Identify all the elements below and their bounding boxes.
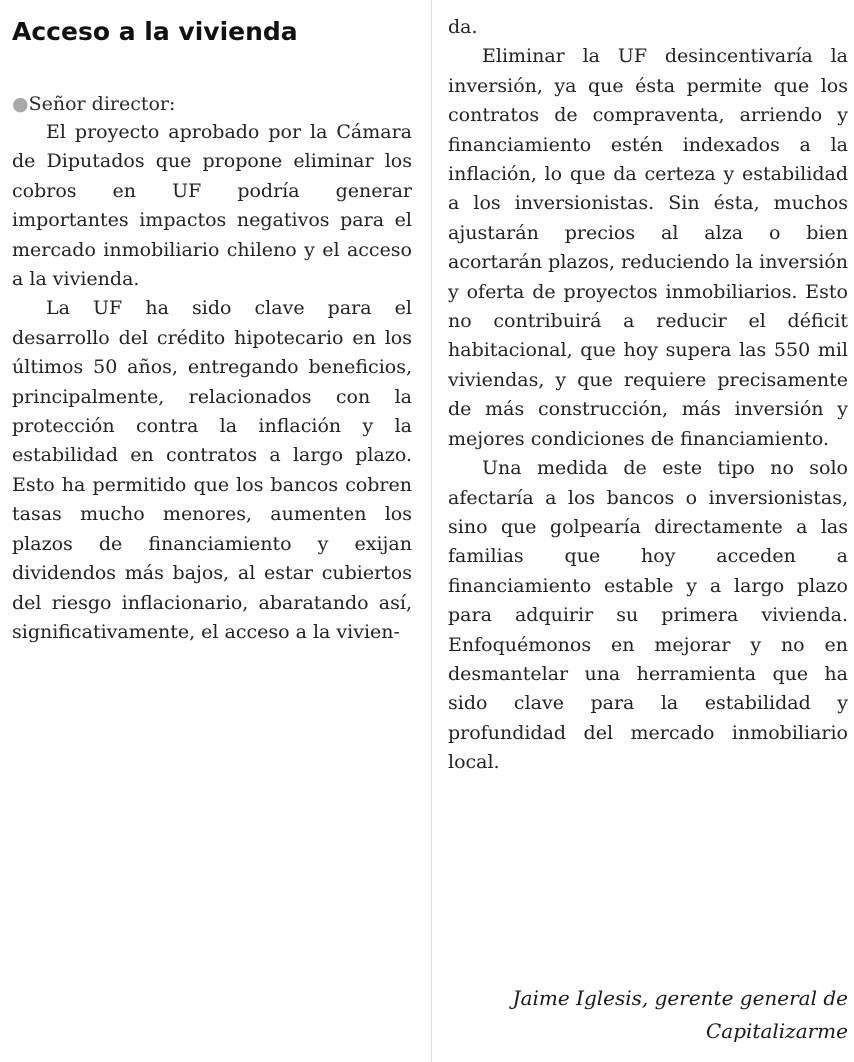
salutation-text: Señor director: bbox=[28, 93, 176, 115]
signature-company-line: Capitalizarme bbox=[705, 1019, 848, 1043]
letter-title: Acceso a la vivienda bbox=[12, 17, 298, 46]
paragraph-4: Una medida de este tipo no solo afectaría a los bancos o inversionistas, sino que golpearía directamente a las familias que hoy acceden a financiamiento estable y a largo plazo para adquirir su primera vivienda. Enfoquémonos en mejorar y no en desmantelar una herramienta que ha sido clave para la estabilidad y profundidad del mercado inmobiliario local. bbox=[448, 457, 848, 774]
paragraph-1: El proyecto aprobado por la Cámara de Diputados que propone eliminar los cobros en UF podría generar importantes impactos negativos para el mercado inmobiliario chileno y el acceso a la vivienda. bbox=[12, 121, 412, 291]
salutation bbox=[12, 88, 175, 120]
paragraph-2: La UF ha sido clave para el desarrollo del crédito hipotecario en los últimos 50 años, entregando beneficios, principalmente, relacionados con la protección contra la inflación y la estabilidad en contratos a largo plazo. Esto ha permitido que los bancos cobren tasas mucho menores, aumenten los plazos de financiamiento y exijan dividendos más bajos, al estar cubiertos del riesgo inflacionario, abaratando así, significativamente, el acceso a la vivien- bbox=[12, 297, 412, 643]
bullet-icon: ● bbox=[12, 93, 29, 115]
right-column-text bbox=[448, 13, 848, 778]
left-column-text bbox=[12, 118, 412, 647]
column-divider bbox=[431, 0, 432, 1062]
paragraph-3: Eliminar la UF desincentivaría la inversión, ya que ésta permite que los contratos de compraventa, arriendo y financiamiento estén indexados a la inflación, lo que da certeza y estabilidad a los inversionistas. Sin ésta, muchos ajustarán precios al alza o bien acortarán plazos, reduciendo la inversión y oferta de proyectos inmobiliarios. Esto no contribuirá a reducir el déficit habitacional, que hoy supera las 550 mil viviendas, y que requiere precisamente de más construcción, más inversión y mejores condiciones de financiamiento. bbox=[448, 45, 848, 450]
paragraph-2-continuation: da. bbox=[448, 16, 478, 38]
signature bbox=[513, 982, 848, 1048]
signature-name-line: Jaime Iglesis, gerente general de bbox=[512, 986, 848, 1010]
